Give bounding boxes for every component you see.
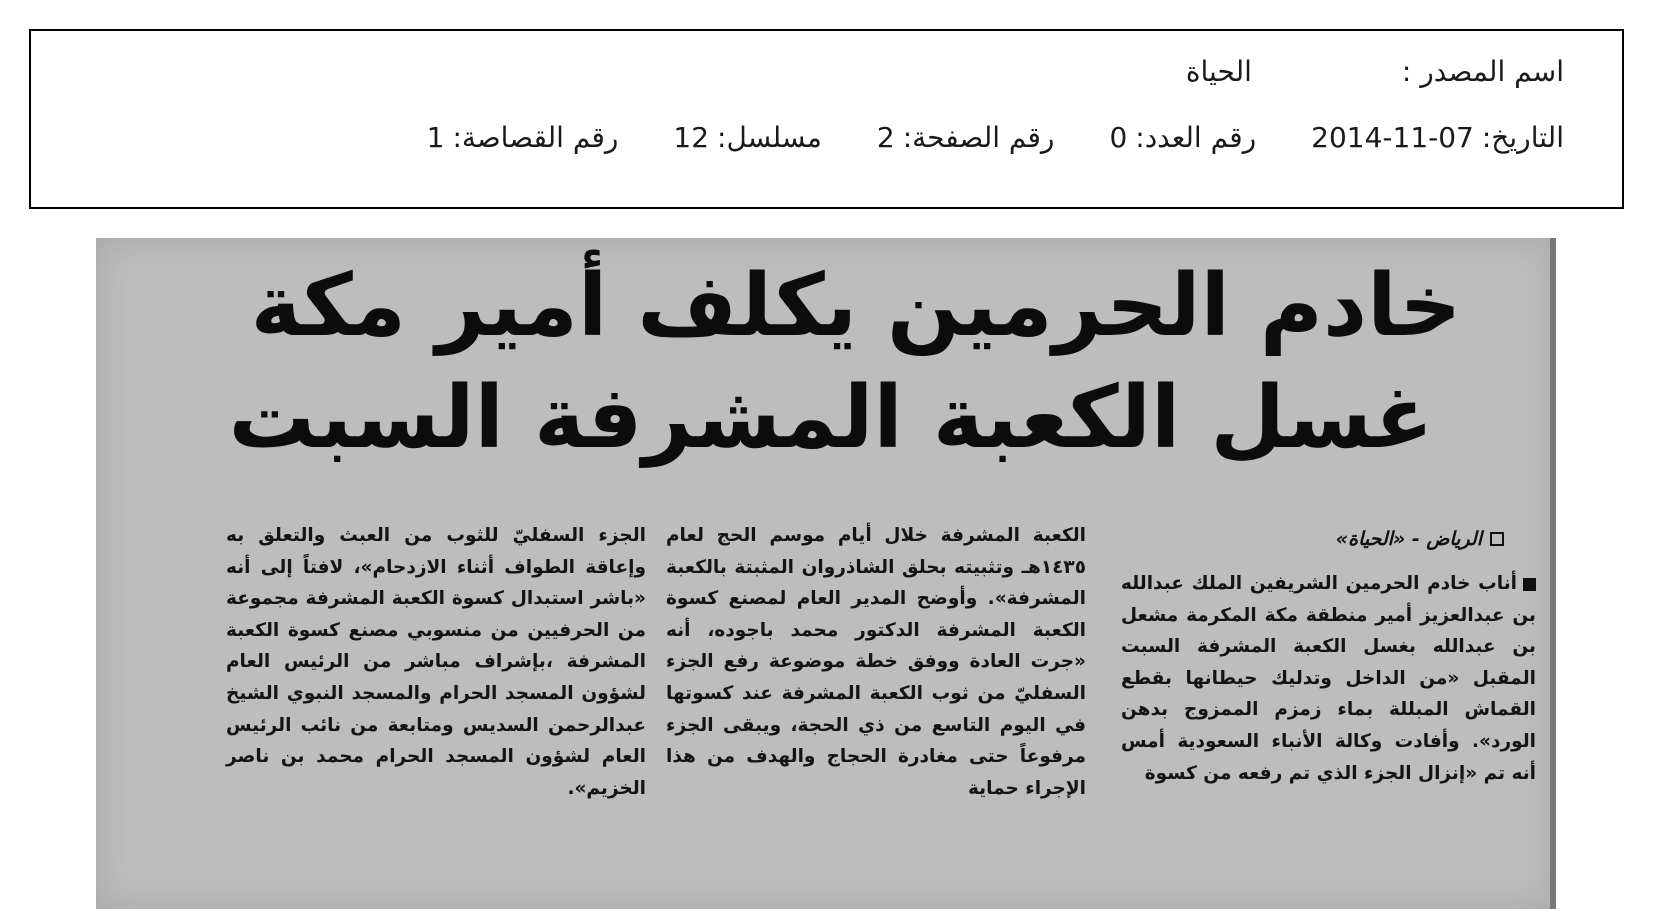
headline-line-1: خادم الحرمين يكلف أمير مكة <box>250 256 1462 356</box>
column-1-text: أناب خادم الحرمين الشريفين الملك عبدالله بن عبدالعزيز أمير منطقة مكة المكرمة مشعل بن عبدالله بغسل الكعبة المشرفة السبت المقبل «من الداخل وتدليك حيطانها بقطع القماش المبللة بماء زمزم الممزوج بدهن الورد». وأفادت وكالة الأنباء السعودية أمس أنه تم «إنزال الجزء الذي تم رفعه من كسوة <box>1121 573 1536 784</box>
issue-label: رقم العدد: <box>1135 121 1257 154</box>
source-label: اسم المصدر : <box>1401 55 1564 88</box>
source-line <box>1186 55 1564 88</box>
headline-line-2: غسل الكعبة المشرفة السبت <box>228 368 1434 468</box>
byline <box>1336 528 1504 550</box>
article-column-1 <box>1121 568 1536 789</box>
byline-box-icon <box>1490 532 1504 546</box>
date-label: التاريخ: <box>1481 121 1564 154</box>
article-column-3 <box>226 520 646 804</box>
newspaper-clipping <box>96 238 1556 909</box>
column-3-text: الجزء السفليّ للثوب من العبث والتعلق به وإعاقة الطواف أثناء الازدحام»، لافتاً إلى أنه «باشر استبدال كسوة الكعبة المشرفة مجموعة من الحرفيين من منسوبي مصنع كسوة الكعبة المشرفة ،بإشراف مباشر من الرئيس العام لشؤون المسجد الحرام والمسجد النبوي الشيخ عبدالرحمن السديس ومتابعة من نائب الرئيس العام لشؤون المسجد الحرام محمد بن ناصر الخزيم». <box>226 525 646 799</box>
source-info-box <box>29 29 1624 209</box>
paragraph-marker-icon <box>1523 578 1536 591</box>
serial-value: 12 <box>673 121 710 154</box>
article-column-2 <box>666 520 1086 804</box>
clip-value: 1 <box>426 121 445 154</box>
byline-text: الرياض - «الحياة» <box>1335 528 1482 550</box>
serial-label: مسلسل: <box>717 121 822 154</box>
column-2-text: الكعبة المشرفة خلال أيام موسم الحج لعام ١٤٣٥هـ وتثبيته بحلق الشاذروان المثبتة بالكعبة المشرفة». وأوضح المدير العام لمصنع كسوة الكعبة المشرفة الدكتور محمد باجوده، أنه «جرت العادة ووفق خطة موضوعة رفع الجزء السفليّ من ثوب الكعبة المشرفة عند كسوتها في اليوم التاسع من ذي الحجة، ويبقى الجزء مرفوعاً حتى مغادرة الحجاج والهدف من هذا الإجراء حماية <box>666 525 1086 799</box>
date-value: 2014-11-07 <box>1311 121 1474 154</box>
source-value: الحياة <box>1185 55 1252 88</box>
page-label: رقم الصفحة: <box>902 121 1055 154</box>
issue-value: 0 <box>1109 121 1128 154</box>
metadata-line <box>427 121 1564 154</box>
clip-label: رقم القصاصة: <box>452 121 619 154</box>
page-value: 2 <box>876 121 895 154</box>
